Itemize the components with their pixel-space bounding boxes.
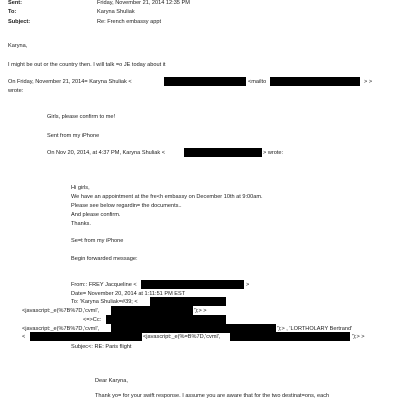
quote2-line1: We have an appointment at the fre<h embassy on December 10th at 9:00am. <box>71 194 263 200</box>
quote2-greeting: Hi girls, <box>71 185 90 191</box>
quote1-wrote: wrote: <box>8 88 24 94</box>
reply2-greeting: Dear Karyna, <box>95 378 128 384</box>
redaction-block <box>184 148 262 157</box>
redaction-block <box>111 306 193 315</box>
quote2-begin-forwarded: Begin forwarded message: <box>71 256 138 262</box>
reply-greeting: Karyna, <box>8 43 28 49</box>
quote1-on-line-prefix: On Friday, November 21, 2014= Karyna Shuliak < <box>8 79 132 85</box>
redaction-block <box>230 332 350 341</box>
forwarded-js1-suffix: ');> > <box>194 308 207 314</box>
quote1-body: Girls, please confirm to me! <box>47 114 116 120</box>
quote1-mailto: <mailto <box>248 79 267 85</box>
forwarded-js2-prefix: <javascript:_e(%7B%7D,'cvml', <box>22 326 100 332</box>
reply-body: I might be out or the country then. I will talk =o JE today about it <box>8 62 166 68</box>
redaction-block <box>106 315 226 324</box>
sent-label: Sent: <box>8 0 22 6</box>
quote2-line2: Please see below regardin= the documents.. <box>71 203 182 209</box>
quote1-on-line2-prefix: On Nov 20, 2014, at 4:37 PM, Karyna Shuliak < <box>47 150 166 156</box>
quote2-line4: Thanks. <box>71 221 91 227</box>
redaction-block <box>164 77 246 86</box>
forwarded-from-suffix: > <box>246 282 250 288</box>
forwarded-js3-prefix: <javascript:_e(%=B%7D,'cvml', <box>143 334 221 340</box>
subject-label: Subject: <box>8 19 31 25</box>
quote2-line3: And please confirm. <box>71 212 121 218</box>
forwarded-to-prefix: To: 'Karyna Shuliak=#39; < <box>71 299 138 305</box>
reply2-body: Thank yo= for your swift response. I assume you are aware that for the two destinat=ons, each <box>95 393 330 399</box>
quote1-on-line2-suffix: > wrote: <box>263 150 284 156</box>
forwarded-subject: Subjec<: RE: Paris flight <box>71 344 132 350</box>
sent-value: Friday, November 21, 2014 12:35 PM <box>97 0 190 6</box>
quote1-on-line-suffix: > > <box>364 79 373 85</box>
quote2-signature: Se=t from my iPhone <box>71 238 124 244</box>
redaction-block <box>150 297 226 306</box>
forwarded-js3-suffix: ');> > <box>352 334 365 340</box>
to-value: Karyna Shuliak <box>97 9 135 15</box>
forwarded-date: Date= November 20, 2014 at 1:11:51 PM EST <box>71 291 186 297</box>
redaction-block <box>30 332 142 341</box>
forwarded-lt: < <box>22 334 26 340</box>
subject-value: Re: French embassy appt <box>97 19 162 25</box>
to-label: To: <box>8 9 17 15</box>
quote1-signature: Sent from my iPhone <box>47 133 100 139</box>
redaction-block <box>141 280 244 289</box>
redaction-block <box>270 77 360 86</box>
forwarded-cc-prefix: <=>Cc: <box>83 317 102 323</box>
forwarded-js1-prefix: <javascript:_e(%7B%7D,'cvml', <box>22 308 100 314</box>
forwarded-js2-suffix: ');> , 'LORTHOLARY Bertrand' <box>277 326 353 332</box>
forwarded-from-prefix: From:: FREY Jacqueline < <box>71 282 137 288</box>
